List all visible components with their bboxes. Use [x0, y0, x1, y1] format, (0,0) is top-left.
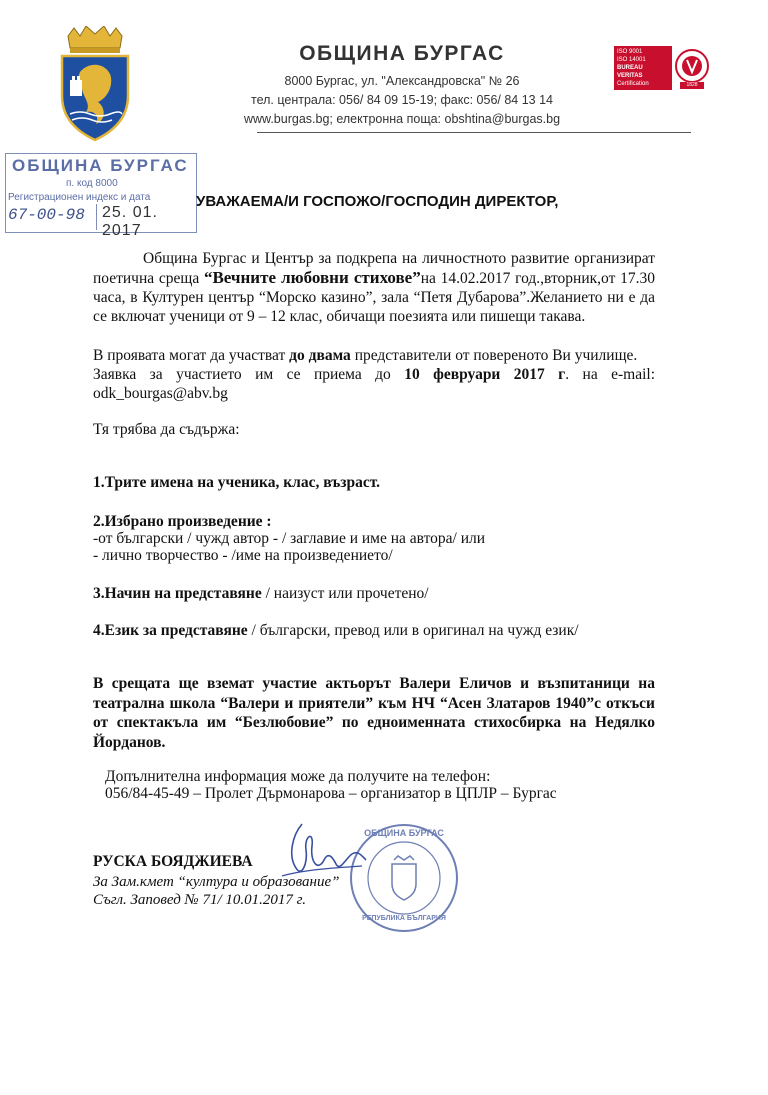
event-title: “Вечните любовни стихове”: [203, 268, 421, 287]
cert-panel: [614, 46, 672, 90]
header-divider: [257, 132, 691, 133]
stamp-divider: [96, 204, 97, 230]
cert-line-1: ISO 9001: [617, 49, 643, 55]
application-text-b: . на e-mail: odk_bourgas@abv.bg: [93, 366, 656, 402]
stamp-title: ОБЩИНА БУРГАС: [12, 156, 189, 175]
signatory-name: РУСКА БОЯДЖИЕВА: [93, 853, 253, 870]
stamp-date: 25. 01. 2017: [102, 204, 158, 239]
cert-line-4: Certification: [617, 81, 649, 87]
certification-badge: [614, 46, 710, 96]
cert-line-3: BUREAU VERITAS: [617, 65, 643, 79]
cert-year: 1828: [686, 82, 698, 88]
item-4-heading: 4.Език за представяне: [93, 622, 248, 639]
seal-bottom-text: РЕПУБЛИКА БЪЛГАРИЯ: [362, 915, 446, 922]
application-deadline: 10 февруари 2017 г: [404, 366, 566, 383]
signatory-role: За Зам.кмет “култура и образование”: [93, 874, 340, 890]
registration-stamp: [5, 153, 197, 239]
item-4: [93, 621, 655, 640]
info-line-2: 056/84-45-49 – Пролет Дърмонарова – организатор в ЦПЛР – Бургас: [105, 785, 557, 802]
signatory-order: Съгл. Заповед № 71/ 10.01.2017 г.: [93, 892, 307, 908]
closing-paragraph: В срещата ще вземат участие актьорът Валери Еличов и възпитаници на театрална школа “Валери и приятели” към НЧ “Асен Златаров 1940”с откъси от спектакъла им “Безлюбовие” по едноименната стихосбирка на Недялко Йорданов.: [93, 675, 655, 751]
stamp-reg-number: 67-00-98: [8, 206, 85, 224]
item-2-heading: 2.Избрано произведение :: [93, 513, 272, 530]
stamp-postcode: п. код 8000: [66, 178, 118, 189]
paragraph-intro: [93, 249, 655, 326]
contents-intro: Тя трябва да съдържа:: [93, 421, 240, 438]
intro-text-b: на 14.02.2017 год.,вторник,от 17.30 часа, в Културен център “Морско казино”, зала “Петя Дубарова”.Желанието ни е да се включат ученици от 9 – 12 клас, обичащи поезията или пишещи такава.: [93, 270, 655, 325]
paragraph-participants: [93, 346, 655, 365]
application-text-a: Заявка за участието им се приема до: [93, 366, 405, 383]
participants-text-a: В проявата могат да участват: [93, 347, 290, 364]
org-phones: тел. централа: 056/ 84 09 15-19; факс: 056/ 84 13 14: [250, 93, 554, 107]
item-1: 1.Трите имена на ученика, клас, възраст.: [93, 474, 381, 491]
org-address: 8000 Бургас, ул. "Александровска" № 26: [284, 74, 520, 88]
org-web: www.burgas.bg; електронна поща: obshtina@burgas.bg: [243, 112, 561, 126]
org-title: ОБЩИНА БУРГАС: [299, 42, 505, 65]
paragraph-application: [93, 365, 655, 403]
greeting: УВАЖАЕМА/И ГОСПОЖО/ГОСПОДИН ДИРЕКТОР,: [196, 193, 559, 210]
item-3-text: / наизуст или прочетено/: [261, 585, 429, 602]
intro-text-a: Община Бургас и Център за подкрепа на личностното развитие организират поетична среща: [93, 250, 655, 287]
participants-count: до двама: [289, 347, 351, 364]
burgas-crest-logo: [58, 26, 132, 142]
participants-text-b: представители от повереното Ви училище.: [350, 347, 638, 364]
item-4-text: / български, превод или в оригинал на чужд език/: [247, 622, 579, 639]
seal-top-text: ОБЩИНА БУРГАС: [364, 828, 444, 838]
item-3: [93, 584, 655, 603]
cert-line-2: ISO 14001: [617, 57, 646, 63]
item-2-line-2: - лично творчество - /име на произведението/: [93, 547, 393, 564]
info-line-1: Допълнителна информация може да получите на телефон:: [105, 768, 491, 785]
item-2-line-1: -от български / чужд автор - / заглавие и име на автора/ или: [93, 530, 486, 547]
stamp-label: Регистрационен индекс и дата: [8, 192, 151, 203]
item-3-heading: 3.Начин на представяне: [93, 585, 262, 602]
